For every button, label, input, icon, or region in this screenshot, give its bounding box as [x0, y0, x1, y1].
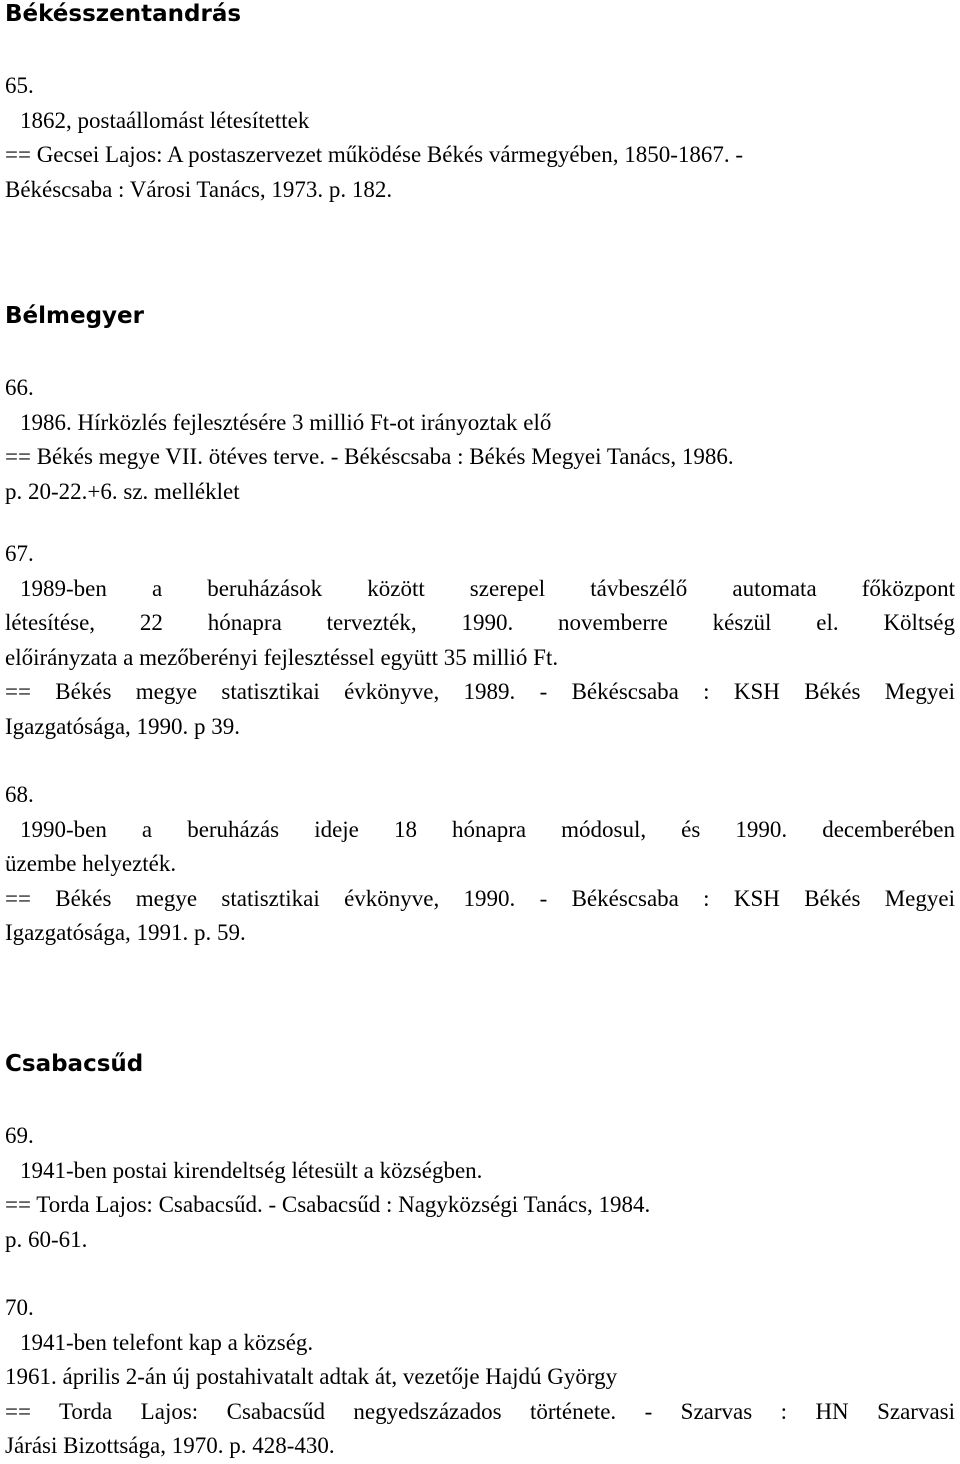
entry-number: 68.	[5, 782, 34, 807]
entry-line: == Gecsei Lajos: A postaszervezet működése Békés vármegyében, 1850-1867. -	[5, 142, 744, 167]
entry-line: Igazgatósága, 1991. p. 59.	[5, 920, 246, 945]
entry-line: Járási Bizottsága, 1970. p. 428-430.	[5, 1433, 335, 1458]
entry-line: 1990-ben a beruházás ideje 18 hónapra módosul, és 1990. decemberében	[20, 816, 955, 842]
entry-line: 1862, postaállomást létesítettek	[20, 107, 310, 133]
entry-line: 1989-ben a beruházások között szerepel távbeszélő automata főközpont	[20, 575, 955, 601]
entry-line: 1941-ben telefont kap a község.	[20, 1329, 314, 1355]
entry-65	[5, 69, 955, 207]
entry-line: == Békés megye statisztikai évkönyve, 1989. - Békéscsaba : KSH Békés Megyei	[5, 679, 955, 704]
entry-line: létesítése, 22 hónapra tervezték, 1990. novemberre készül el. Költség	[5, 610, 955, 635]
entry-number: 67.	[5, 541, 34, 566]
entry-line: == Békés megye VII. ötéves terve. - Békéscsaba : Békés Megyei Tanács, 1986.	[5, 444, 734, 469]
entry-line: p. 20-22.+6. sz. melléklet	[5, 478, 240, 504]
entry-line: Igazgatósága, 1990. p 39.	[5, 713, 241, 739]
entry-line: előirányzata a mezőberényi fejlesztéssel együtt 35 millió Ft.	[5, 644, 559, 670]
entry-line: 1941-ben postai kirendeltség létesült a községben.	[20, 1157, 483, 1183]
entry-number: 69.	[5, 1123, 34, 1148]
section-belmegyer	[5, 302, 955, 951]
section-csabacsud	[5, 1050, 955, 1464]
entry-68	[5, 778, 955, 951]
entry-number: 65.	[5, 73, 34, 98]
entry-line: üzembe helyezték.	[5, 851, 177, 876]
entry-line: == Torda Lajos: Csabacsűd. - Csabacsűd : Nagyközségi Tanács, 1984.	[5, 1192, 651, 1217]
entry-number: 66.	[5, 375, 34, 400]
entry-line: Békéscsaba : Városi Tanács, 1973. p. 182.	[5, 176, 393, 202]
entry-line: p. 60-61.	[5, 1226, 88, 1252]
section-title: Bélmegyer	[5, 303, 144, 329]
entry-number: 70.	[5, 1295, 34, 1320]
entry-70	[5, 1291, 955, 1464]
entry-line: 1986. Hírközlés fejlesztésére 3 millió Ft-ot irányoztak elő	[20, 409, 552, 435]
section-title: Békésszentandrás	[5, 1, 242, 27]
section-title: Csabacsűd	[5, 1051, 144, 1077]
entry-67	[5, 537, 955, 744]
entry-66	[5, 371, 955, 509]
entry-line: 1961. április 2-án új postahivatalt adtak át, vezetője Hajdú György	[5, 1364, 618, 1389]
entry-line: == Békés megye statisztikai évkönyve, 1990. - Békéscsaba : KSH Békés Megyei	[5, 885, 955, 911]
entry-69	[5, 1119, 955, 1257]
section-bekesszentandras	[5, 0, 955, 207]
entry-line: == Torda Lajos: Csabacsűd negyedszázados története. - Szarvas : HN Szarvasi	[5, 1398, 955, 1424]
